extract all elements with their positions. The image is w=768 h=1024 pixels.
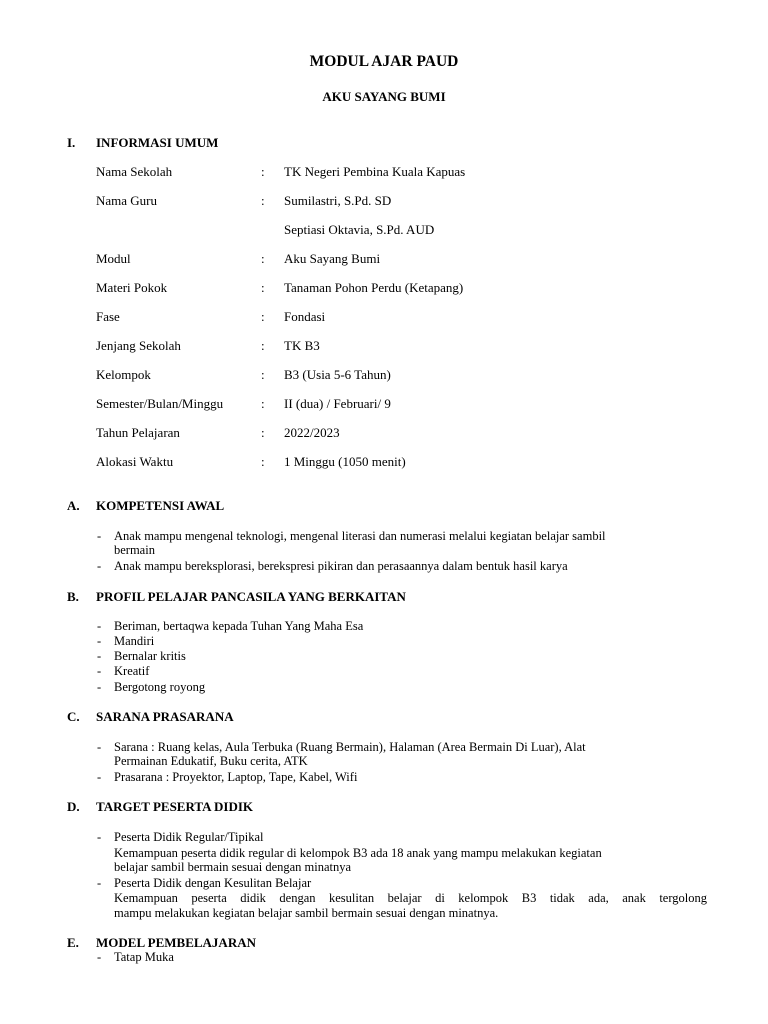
list-item: Beriman, bertaqwa kepada Tuhan Yang Maha Esa	[114, 619, 364, 633]
section-number: A.	[67, 498, 80, 513]
info-label: Fase	[96, 309, 120, 324]
list-item: Mandiri	[114, 634, 155, 648]
info-label: Tahun Pelajaran	[96, 425, 180, 440]
info-value: Fondasi	[284, 309, 326, 324]
document-title: MODUL AJAR PAUD	[309, 53, 459, 70]
list-item: Kreatif	[114, 664, 150, 678]
list-item: Anak mampu bereksplorasi, berekspresi pikiran dan perasaannya dalam bentuk hasil karya	[114, 559, 568, 573]
info-value: 1 Minggu (1050 menit)	[284, 454, 406, 469]
list-item-continuation: bermain	[114, 543, 155, 557]
bullet-dash: -	[97, 740, 102, 754]
info-value-second: Septiasi Oktavia, S.Pd. AUD	[284, 222, 435, 237]
section-number: I.	[67, 135, 76, 150]
info-colon: :	[261, 280, 265, 295]
list-item: Sarana : Ruang kelas, Aula Terbuka (Ruang Bermain), Halaman (Area Bermain Di Luar), Alat	[114, 740, 586, 754]
info-colon: :	[261, 396, 265, 411]
bullet-dash: -	[97, 529, 102, 543]
bullet-dash: -	[97, 619, 102, 633]
info-colon: :	[261, 367, 265, 382]
section-title: SARANA PRASARANA	[96, 709, 234, 724]
list-item: Bergotong royong	[114, 680, 206, 694]
list-item-text: Kemampuan peserta didik dengan kesulitan belajar di kelompok B3 tidak ada, anak tergolong	[114, 891, 707, 905]
section-title: MODEL PEMBELAJARAN	[96, 935, 256, 950]
bullet-dash: -	[97, 664, 102, 678]
section-title: KOMPETENSI AWAL	[96, 498, 225, 513]
list-item-heading: Peserta Didik dengan Kesulitan Belajar	[114, 876, 312, 890]
section-title: INFORMASI UMUM	[96, 135, 219, 150]
info-value: Sumilastri, S.Pd. SD	[284, 193, 392, 208]
section-title: PROFIL PELAJAR PANCASILA YANG BERKAITAN	[96, 589, 406, 604]
section-title: TARGET PESERTA DIDIK	[96, 799, 254, 814]
list-item: Prasarana : Proyektor, Laptop, Tape, Kabel, Wifi	[114, 770, 358, 784]
info-colon: :	[261, 338, 265, 353]
info-label: Nama Guru	[96, 193, 158, 208]
info-value: Tanaman Pohon Perdu (Ketapang)	[284, 280, 464, 295]
info-label: Modul	[96, 251, 131, 266]
bullet-dash: -	[97, 770, 102, 784]
info-value: 2022/2023	[284, 425, 340, 440]
info-value: TK Negeri Pembina Kuala Kapuas	[284, 164, 466, 179]
info-label: Materi Pokok	[96, 280, 168, 295]
bullet-dash: -	[97, 876, 102, 890]
list-item-text: Kemampuan peserta didik regular di kelompok B3 ada 18 anak yang mampu melakukan kegiatan	[114, 846, 602, 860]
list-item: Bernalar kritis	[114, 649, 186, 663]
info-value: TK B3	[284, 338, 320, 353]
info-value: B3 (Usia 5-6 Tahun)	[284, 367, 391, 382]
list-item: Tatap Muka	[114, 950, 174, 964]
bullet-dash: -	[97, 830, 102, 844]
info-colon: :	[261, 251, 265, 266]
info-colon: :	[261, 425, 265, 440]
list-item-continuation: Permainan Edukatif, Buku cerita, ATK	[114, 754, 308, 768]
info-label: Nama Sekolah	[96, 164, 173, 179]
list-item-text: belajar sambil bermain sesuai dengan minatnya	[114, 860, 352, 874]
info-colon: :	[261, 193, 265, 208]
bullet-dash: -	[97, 649, 102, 663]
bullet-dash: -	[97, 634, 102, 648]
section-number: D.	[67, 799, 80, 814]
info-label: Jenjang Sekolah	[96, 338, 181, 353]
list-item-text: mampu melakukan kegiatan belajar sambil bermain sesuai dengan minatnya.	[114, 906, 499, 920]
info-colon: :	[261, 454, 265, 469]
list-item: Anak mampu mengenal teknologi, mengenal literasi dan numerasi melalui kegiatan belajar sambil	[114, 529, 606, 543]
document-subtitle: AKU SAYANG BUMI	[322, 89, 446, 104]
info-colon: :	[261, 164, 265, 179]
section-number: B.	[67, 589, 79, 604]
info-colon: :	[261, 309, 265, 324]
list-item-heading: Peserta Didik Regular/Tipikal	[114, 830, 264, 844]
info-label: Kelompok	[96, 367, 151, 382]
info-label: Semester/Bulan/Minggu	[96, 396, 224, 411]
bullet-dash: -	[97, 559, 102, 573]
bullet-dash: -	[97, 680, 102, 694]
info-value: II (dua) / Februari/ 9	[284, 396, 391, 411]
section-number: C.	[67, 709, 80, 724]
info-value: Aku Sayang Bumi	[284, 251, 381, 266]
info-label: Alokasi Waktu	[96, 454, 174, 469]
section-number: E.	[67, 935, 79, 950]
bullet-dash: -	[97, 950, 102, 964]
